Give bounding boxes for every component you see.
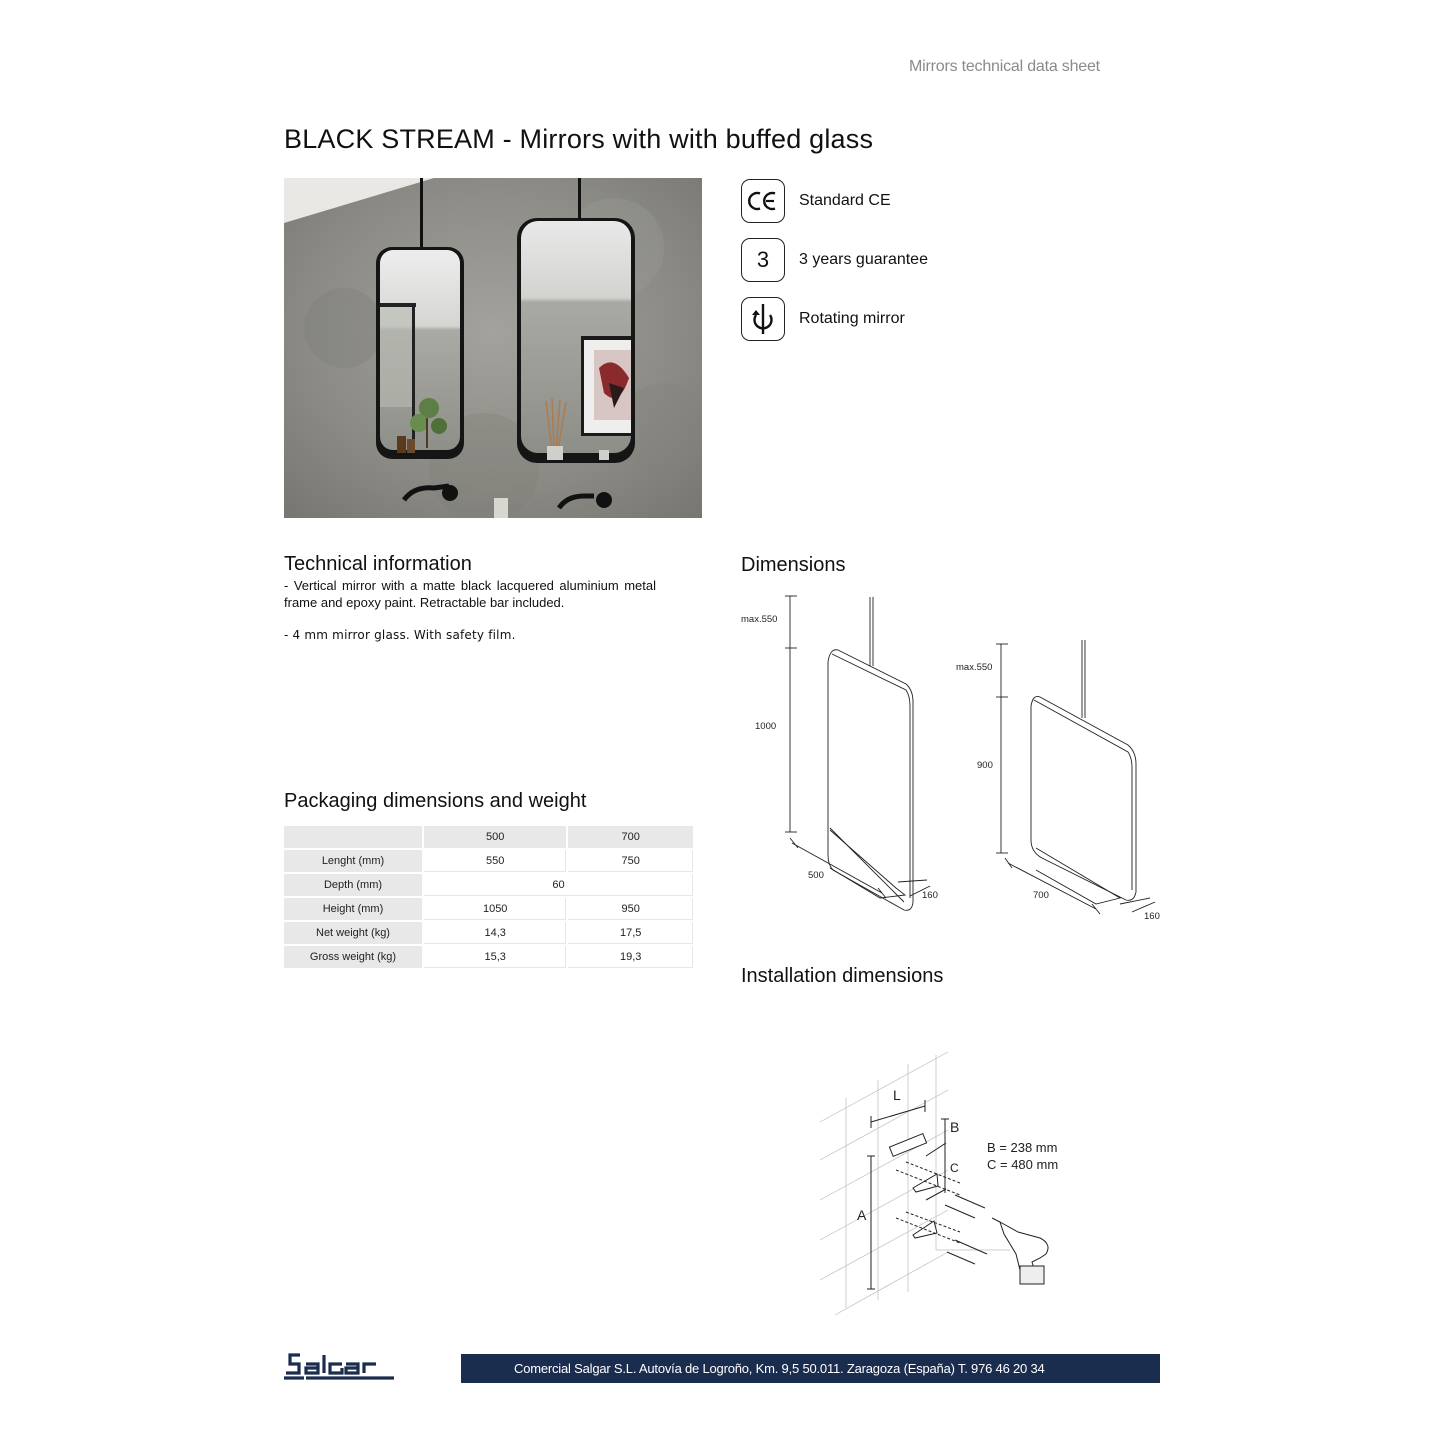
footer-address-bar	[461, 1354, 1160, 1383]
table-cell: 15,3	[424, 946, 566, 970]
dim-width-500: 500	[808, 870, 824, 881]
install-label-c: C	[950, 1161, 959, 1175]
table-row	[284, 922, 693, 946]
product-photo-illustration	[284, 178, 702, 518]
table-row	[284, 898, 693, 922]
packaging-table	[282, 826, 695, 970]
dim-width-700: 700	[1033, 890, 1049, 901]
row-label: Gross weight (kg)	[284, 946, 422, 970]
table-cell: 14,3	[424, 922, 566, 946]
sheet-label: Mirrors technical data sheet	[909, 58, 1100, 75]
feature-rotating	[741, 296, 928, 342]
installation-drawing	[810, 1040, 1080, 1320]
row-label: Lenght (mm)	[284, 850, 422, 874]
ce-mark-icon	[741, 179, 785, 223]
row-label: Height (mm)	[284, 898, 422, 922]
dim-height-500: 1000	[755, 721, 777, 732]
rotate-icon	[741, 297, 785, 341]
technical-paragraph: - Vertical mirror with a matte black lacquered aluminium metal frame and epoxy paint. Retractable bar included.	[284, 578, 656, 610]
table-header-row	[284, 826, 693, 850]
guarantee-3-icon: 3	[741, 238, 785, 282]
dim-rod-700: max.550	[956, 662, 993, 673]
table-cell-merged: 60	[424, 874, 693, 898]
table-cell: 17,5	[568, 922, 693, 946]
installation-heading: Installation dimensions	[741, 965, 944, 987]
packaging-heading: Packaging dimensions and weight	[284, 790, 587, 812]
table-header-cell	[284, 826, 422, 850]
table-cell: 19,3	[568, 946, 693, 970]
footer-address: Comercial Salgar S.L. Autovía de Logroño, Km. 9,5 50.011. Zaragoza (España) T. 976 46 20 34	[514, 1361, 1045, 1376]
feature-guarantee	[741, 237, 928, 283]
feature-label: Rotating mirror	[799, 310, 905, 327]
dimensions-drawing	[735, 585, 1175, 935]
salgar-logo	[284, 1351, 396, 1386]
salgar-logo-icon	[284, 1351, 396, 1381]
install-value-b: B = 238 mm	[987, 1140, 1058, 1155]
dim-height-700: 900	[977, 760, 993, 771]
technical-paragraph: - 4 mm mirror glass. With safety film.	[284, 628, 516, 642]
feature-label: 3 years guarantee	[799, 251, 928, 268]
table-row	[284, 874, 693, 898]
dimensions-heading: Dimensions	[741, 554, 846, 576]
feature-label: Standard CE	[799, 192, 891, 209]
feature-list	[741, 178, 928, 355]
install-value-c: C = 480 mm	[987, 1157, 1059, 1172]
table-cell: 1050	[424, 898, 566, 922]
feature-standard-ce	[741, 178, 928, 224]
table-cell: 750	[568, 850, 693, 874]
install-label-b: B	[950, 1119, 960, 1135]
page-title: BLACK STREAM - Mirrors with with buffed glass	[284, 124, 874, 154]
technical-info-heading: Technical information	[284, 553, 472, 575]
row-label: Depth (mm)	[284, 874, 422, 898]
table-header-cell: 500	[424, 826, 566, 850]
install-label-l: L	[893, 1087, 901, 1103]
table-row	[284, 850, 693, 874]
dim-rod-500: max.550	[741, 614, 778, 625]
table-cell: 950	[568, 898, 693, 922]
dim-depth-700: 160	[1144, 911, 1160, 922]
install-label-a: A	[857, 1207, 867, 1223]
dim-depth-500: 160	[922, 890, 938, 901]
technical-info-body	[284, 578, 656, 644]
row-label: Net weight (kg)	[284, 922, 422, 946]
table-header-cell: 700	[568, 826, 693, 850]
table-cell: 550	[424, 850, 566, 874]
table-row	[284, 946, 693, 970]
product-photo	[284, 178, 702, 518]
